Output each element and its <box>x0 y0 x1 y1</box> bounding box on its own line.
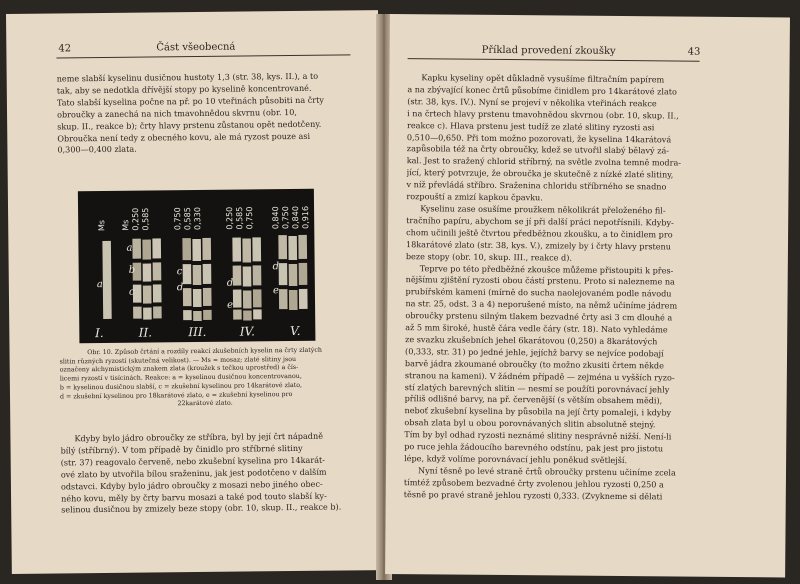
text-line: odstavci. Kdyby bylo jádro obroučky z mosazi nebo jiného obec- <box>60 478 323 492</box>
left-bottom-paragraph <box>60 430 353 516</box>
reaction-letter: d <box>176 282 184 294</box>
column-label: Ms <box>97 219 107 232</box>
text-line: po ruce jehla žádoucího barevného odstínu, pak jest pro jistotu <box>404 441 664 454</box>
caption-line: Obr. 10. Způsob črtání a rozdíly reakcí zkušebních kyselin na črty zlatých <box>87 346 322 357</box>
left-page <box>6 10 384 574</box>
streak-mark <box>279 289 288 309</box>
caption-line: licemi ryzostí v tisícinách. Reakce: a = kyselinou dusičnou koncentrovanou, <box>59 373 302 383</box>
streak-mark <box>143 285 152 303</box>
streak-mark <box>289 264 298 286</box>
column-label: 0,750 <box>173 207 183 231</box>
column-label: 0,250 <box>131 207 141 231</box>
text-line: kal. Jest to sražený chlorid stříbrný, na světle zvolna temně modra- <box>406 155 682 168</box>
column-label: 0,840 <box>271 206 281 230</box>
text-line: neboť zkušební kyselina by působila na její črty pomaleji, i kdyby <box>404 405 672 418</box>
column-label: 0,330 <box>193 207 203 231</box>
streak-mark <box>183 310 192 320</box>
figure-caption <box>60 346 351 410</box>
reaction-letter: c <box>128 286 135 298</box>
text-line: bílý (stříbrný). V tom případě by činidlo pro stříbrné slitiny <box>60 442 303 456</box>
streak-mark <box>243 266 252 286</box>
text-line: ze svazku zkušebních jehel 6karátovou (0,250) a 8karátových <box>405 334 658 347</box>
column-label: 0,840 <box>291 206 301 230</box>
streak-mark <box>278 235 287 259</box>
text-line: 18karátové zlato (str. 38, kys. V.), zmizely by i črty hlavy prstenu <box>405 238 672 252</box>
streak-mark <box>298 235 307 259</box>
reaction-letter: d <box>226 277 234 289</box>
text-line: Teprve po této předběžné zkoušce můžeme přistoupiti k přes- <box>419 262 674 275</box>
reaction-letter: b <box>128 264 136 276</box>
caption-line: 22karátové zlato. <box>177 399 233 408</box>
right-running-head: Příklad provedení zkoušky <box>481 44 616 57</box>
figure-10-photo <box>78 189 316 343</box>
text-line: selinou dusičnou by zmizely beze stopy (obr. 10, skup. II., reakce b). <box>61 501 342 515</box>
text-line: obsah zlata byl u obou porovnávaných slitin absolutně stejný. <box>404 417 656 430</box>
streak-mark <box>182 238 191 260</box>
column-label: 0,585 <box>235 206 245 230</box>
text-line: reakce c). Hlava prstenu jest tudíž ze zlaté slitiny ryzosti asi <box>406 119 655 132</box>
streak-mark <box>253 265 262 285</box>
column-label: 0,916 <box>301 205 311 229</box>
left-running-head: Část všeobecná <box>156 41 236 54</box>
text-line: i na črtech hlavy prstenu tmavohnědou skvrnou (obr. 10, skup. II., <box>407 107 679 121</box>
group-label: I. <box>94 325 104 341</box>
streak-mark <box>279 263 288 285</box>
text-line: nějšímu zjištění ryzosti obou částí prstenu. Proto si nalezneme na <box>405 274 675 287</box>
text-line: (0,333, str. 31) po jedné jehle, jejíchž barvy se nejvíce podobají <box>405 345 664 359</box>
streak-mark <box>252 237 261 261</box>
text-line: tračního papíru, abychom se jí při další práci nepotřísnili. Kdyby- <box>406 215 674 228</box>
text-line: Kyselinu zase osušíme proužkem několikrát přeloženého fil- <box>420 203 666 216</box>
streak-mark <box>153 284 162 302</box>
streak-mark <box>153 306 162 318</box>
text-line: ové zlato by utvořila bílou sraženinu, jak jest podotčeno v dalším <box>60 466 327 480</box>
right-body-text <box>404 72 702 503</box>
text-line: 0,510—0,650. Při tom možno pozorovati, že kyselina 14karátová <box>406 131 672 144</box>
right-header-rule <box>408 58 700 62</box>
text-line: (str. 38, kys. IV.). Nyní se projeví v několika vteřinách reakce <box>407 95 657 109</box>
touchstone-streaks-image <box>78 189 316 343</box>
text-line: Tato slabší kyselina počne na př. po 10 vteřinách působiti na črty <box>56 94 324 108</box>
text-line: neme slabší kyselinu dusičnou hustoty 1,3 (str. 38, kys. II.), a to <box>56 70 319 84</box>
group-label: III. <box>188 324 207 340</box>
reaction-letter: d <box>272 261 280 273</box>
text-line: až 5 mm široké, hustě čára vedle čáry (str. 18). Nato vyhledáme <box>405 322 668 335</box>
text-line: zapůsobila též na črty obroučky, kdež se utvořil slabý bělavý zá- <box>406 143 670 156</box>
streak-mark <box>102 241 111 319</box>
streak-mark <box>133 307 142 319</box>
streak-mark <box>232 238 241 262</box>
streak-mark <box>152 238 161 258</box>
reaction-letter: c <box>176 266 183 278</box>
text-line: prubířském kameni (mírně do sucha naolejovaném podle návodu <box>405 286 672 299</box>
caption-line: d = zkušební kyselinou pro 18karátové zlato, e = zkušební kyselinou pro <box>59 390 293 400</box>
right-page-number: 43 <box>687 46 701 58</box>
text-line: stí zlatých barevných slitin — nesmí se použíti porovnávací jehly <box>404 381 670 395</box>
text-line: skup. II., reakce b); črty hlavy prstenu zůstanou opět nedotčeny. <box>57 118 322 132</box>
reaction-letter: a <box>126 242 133 254</box>
text-line: 0,300—0,400 zlata. <box>57 144 137 155</box>
column-label: 0,585 <box>183 207 193 231</box>
reaction-letter: a <box>96 279 103 291</box>
column-label: 0,750 <box>281 206 291 230</box>
streak-mark <box>253 309 262 319</box>
column-label: 0,585 <box>141 207 151 231</box>
text-line: tímtéž způsobem bezvadné črty zvolenou jehlou ryzosti 0,250 a <box>403 476 664 490</box>
text-line: Tím by byl odhad ryzosti neznámé slitiny nesprávně nižší. Není-li <box>404 429 672 442</box>
group-label: IV. <box>239 324 255 339</box>
column-label: 0,750 <box>245 206 255 230</box>
streak-mark <box>193 265 202 285</box>
streak-mark <box>299 263 308 285</box>
text-line: na str. 25, odst. 3 a 4) neporušené místo, na němž učiníme jádrem <box>405 298 678 311</box>
streak-mark <box>253 289 262 307</box>
streak-mark <box>193 311 202 321</box>
text-line: beze stopy (obr. 10, skup. III., reakce d). <box>405 250 573 263</box>
text-line: chom učinili ještě čtvrtou předběžnou zkoušku, a to činidlem pro <box>406 226 673 240</box>
left-top-paragraph <box>57 70 350 156</box>
reaction-letter: e <box>227 299 234 311</box>
streak-mark <box>203 288 212 306</box>
text-line: Kapku kyseliny opět důkladně vysušíme filtračním papírem <box>421 72 665 85</box>
streak-mark <box>243 290 252 308</box>
streak-mark <box>142 239 151 259</box>
streak-mark <box>299 289 308 309</box>
text-line: barvě jádra zkoumané obroučky (to možno zkusiti črtem někde <box>404 357 664 371</box>
streak-mark <box>233 290 242 308</box>
streak-mark <box>183 264 192 284</box>
text-line: Nyní těsně po levé straně črtů obroučky prstenu učiníme zcela <box>417 465 676 478</box>
reaction-letter: e <box>272 285 279 297</box>
text-line: (str. 37) reagovalo červeně, nebo zkušební kyselina pro 14karát- <box>60 454 326 468</box>
caption-line: b = kyselinou dusičnou slabší, c = zkušební kyselinou pro 14karátové zlato, <box>59 381 303 392</box>
streak-mark <box>193 289 202 307</box>
text-line: rozpouští a zmizí kapkou čpavku. <box>406 191 543 203</box>
streak-mark <box>153 262 162 280</box>
streak-mark <box>202 238 211 260</box>
caption-line: označeny alchymistickým znakem zlata (kroužek s tečkou uprostřed) a čís- <box>59 364 299 374</box>
text-line: těsně po pravé straně jehlou ryzosti 0,333. (Zvykneme si dělati <box>403 488 663 502</box>
streak-mark <box>203 310 212 320</box>
streak-mark <box>289 290 298 310</box>
text-line: Kdyby bylo jádro obroučky ze stříbra, byl by její črt nápadně <box>74 430 324 444</box>
text-line: v níž převládá stříbro. Sraženina chloridu stříbrného se snadno <box>406 179 667 192</box>
streak-mark <box>143 263 152 281</box>
streak-mark <box>192 239 201 261</box>
streak-mark <box>243 310 252 320</box>
streak-mark <box>132 239 141 259</box>
text-line: obroučky prstenu silným tlakem bezvadné črty asi 3 cm dlouhé a <box>405 310 673 323</box>
streak-mark <box>288 236 297 260</box>
text-line: jící, který potvrzuje, že obroučka je skutečně z nízké zlaté slitiny, <box>406 167 674 180</box>
streak-mark <box>233 266 242 286</box>
left-page-number: 42 <box>58 43 72 55</box>
streak-mark <box>242 238 251 262</box>
caption-line: slitin různých ryzostí (skutečná velikost). — Ms = mosaz; zlaté slitiny jsou <box>59 355 297 366</box>
text-line: Obroučka není tedy z obecného kovu, ale má ryzost pouze asi <box>57 130 311 144</box>
group-label: II. <box>138 325 153 340</box>
streak-mark <box>203 264 212 284</box>
left-header-rule <box>56 54 350 58</box>
text-line: příliš odlišné barvy, na př. červenější (s větším obsahem mědi), <box>404 393 663 406</box>
streak-mark <box>233 310 242 320</box>
text-line: a na zbývající konec črtů působíme činidlem pro 14karátové zlato <box>407 84 677 97</box>
text-line: ného kovu, měly by črty barvu mosazi a také pod touto slabší ky- <box>61 490 327 503</box>
streak-mark <box>183 288 192 306</box>
group-label: V. <box>290 323 301 339</box>
column-label: Ms <box>121 219 131 231</box>
right-page <box>385 14 790 577</box>
text-line: obroučky a zanechá na nich tmavohnědou skvrnu (obr. 10, <box>56 106 298 120</box>
text-line: tak, aby se nedotkla dřívější stopy po kyselině koncentrované. <box>56 82 312 96</box>
streak-mark <box>143 307 152 319</box>
text-line: stranou na kameni). V žádném případě — zejména u vyšších ryzo- <box>404 369 675 383</box>
column-label: 0,250 <box>225 206 235 230</box>
text-line: lépe, když volíme porovnávací jehlu poněkud světlejší. <box>404 453 628 466</box>
